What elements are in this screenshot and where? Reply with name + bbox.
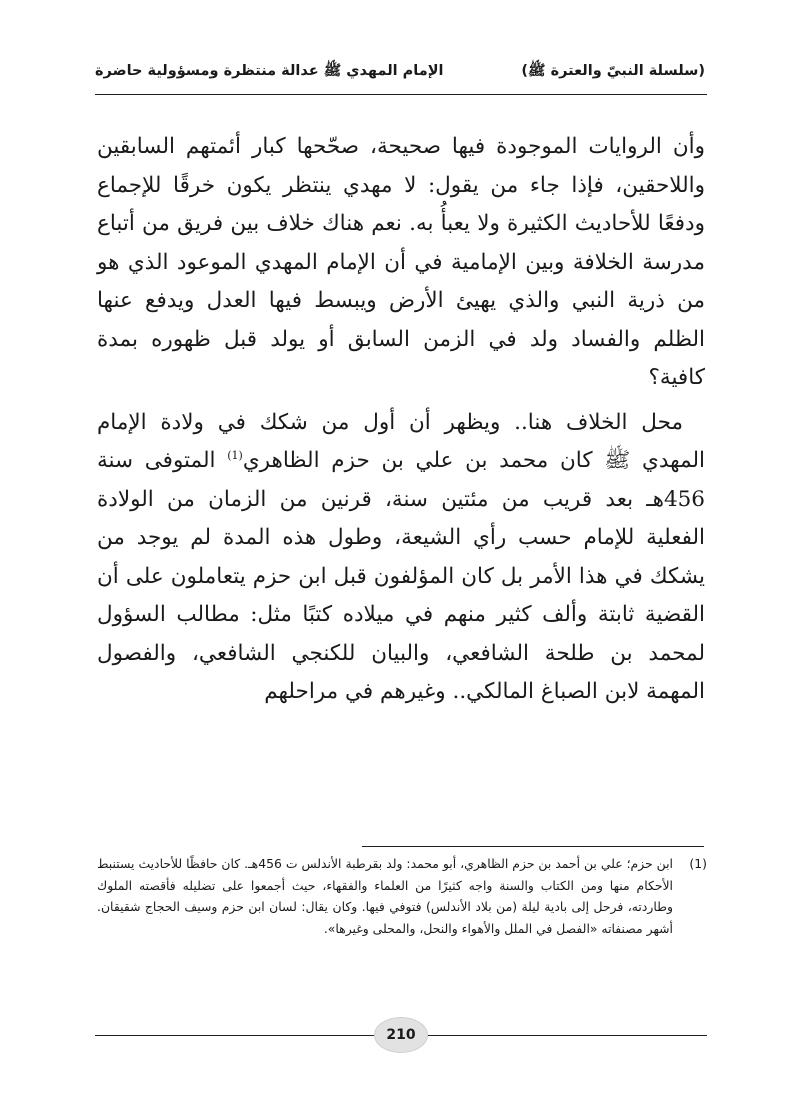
paragraph-1: وأن الروايات الموجودة فيها صحيحة، صحّحها كبار أئمتهم السابقين واللاحقين، فإذا جاء من يقول: لا مهدي ينتظر يكون خرقًا للإجماع ودفعًا للأحاديث الكثيرة ولا يعبأُ به. نعم هناك خلاف بين فريق من أتباع مدرسة الخلافة وبين الإمامية في أن الإمام المهدي الموعود الذي هو من ذرية النبي والذي يهيئ الأرض ويبسط فيها العدل ويدفع عنها الظلم والفساد ولد في الزمن السابق أو يولد قبل ظهوره بمدة كافية؟: [97, 134, 705, 390]
footnote-divider: [362, 846, 704, 847]
footnote: [97, 853, 707, 939]
header-divider: [95, 94, 707, 95]
footnote-text: ابن حزم؛ علي بن أحمد بن حزم الظاهري، أبو محمد: ولد بقرطبة الأندلس ت 456هـ. كان حافظًا للأحاديث يستنبط الأحكام منها ومن الكتاب والسنة واجه كثيرًا من العلماء والفقهاء، حيث أجمعوا على تضليله فأقصته الملوك وطاردته، فرحل إلى بادية ليلة (من بلاد الأندلس) فتوفي فيها. وكان يقال: لسان ابن حزم وسيف الحجاج شقيقان. أشهر مصنفاته «الفصل في الملل والأهواء والنحل، والمحلى وغيرها».: [97, 856, 674, 936]
main-text: [97, 128, 705, 712]
series-title: (سلسلة النبيّ والعترة ﷺ): [521, 62, 705, 79]
running-header: [95, 55, 705, 89]
footnote-number: (1): [689, 856, 707, 871]
paragraph-2-part-2: المتوفى سنة 456هـ بعد قريب من مئتين سنة، قرنين من الزمان من الولادة الفعلية للإمام حسب رأي الشيعة، وطول هذه المدة لم يوجد من يشكك في هذا الأمر بل كان المؤلفون قبل ابن حزم يتعاملون على أن القضية ثابتة وألف كثير منهم في ميلاده كتبًا مثل: مطالب السؤول لمحمد بن طلحة الشافعي، والبيان للكنجي الشافعي، والفصول المهمة لابن الصباغ المالكي.. وغيرهم في مراحلهم: [97, 448, 705, 704]
page-number-bar: [95, 1015, 707, 1055]
footnote-reference[interactable]: (1): [227, 448, 243, 462]
page-number-line-right: [428, 1035, 707, 1036]
page-number: 210: [374, 1017, 428, 1053]
page-number-line-left: [95, 1035, 374, 1036]
paragraph-2: [97, 404, 705, 712]
paragraph-2-part-1: محل الخلاف هنا.. ويظهر أن أول من شكك في ولادة الإمام المهدي ﷺ كان محمد بن علي بن حزم الظاهري: [97, 409, 705, 473]
book-title: الإمام المهدي ﷺ عدالة منتظرة ومسؤولية حاضرة: [95, 62, 444, 79]
